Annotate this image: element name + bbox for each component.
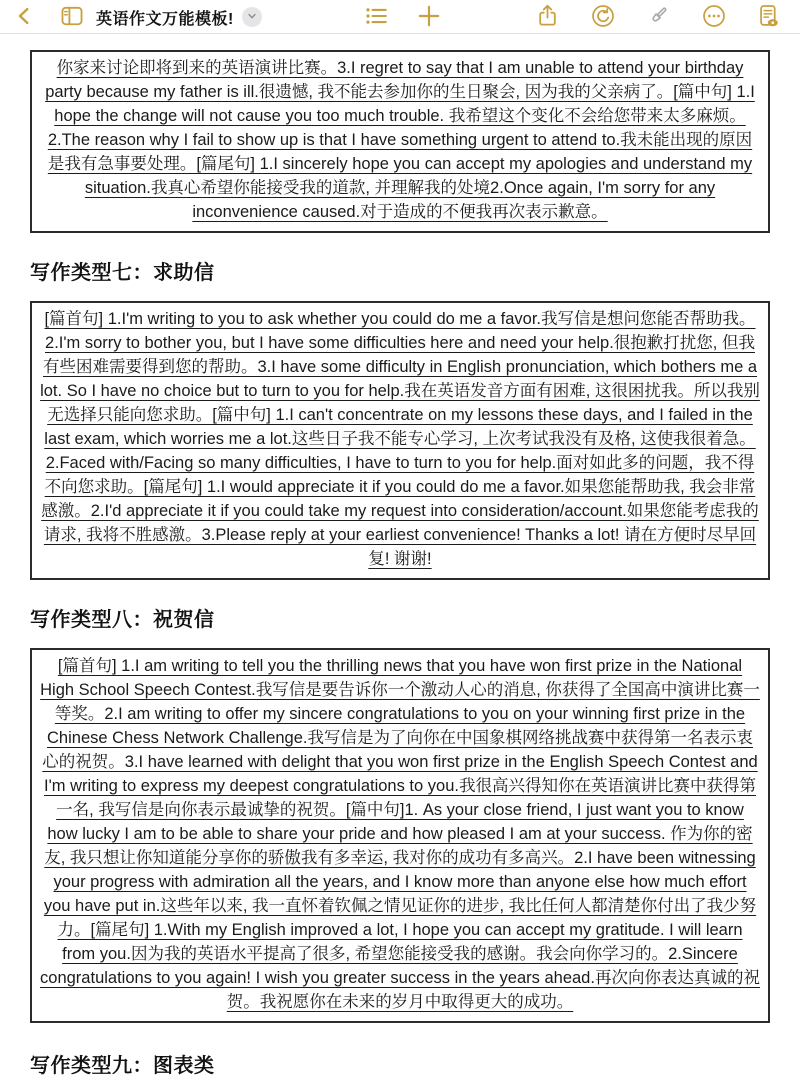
- toolbar: [0, 0, 800, 34]
- section-heading-type7[interactable]: 写作类型七：求助信: [30, 262, 215, 284]
- sidebar-pages-icon: [59, 3, 85, 32]
- undo-button[interactable]: [588, 0, 618, 34]
- document-eye-icon: [755, 3, 781, 32]
- undo-circle-icon: [590, 3, 616, 32]
- title-disclosure-button[interactable]: [242, 7, 262, 27]
- chevron-down-icon: [246, 10, 258, 25]
- more-button[interactable]: [699, 0, 729, 34]
- template-box-help-letter[interactable]: [30, 301, 770, 580]
- template-text: [篇首句] 1.I'm writing to you to ask whether you could do me a favor.我写信是想问您能否帮助我。2.I'm sorry to bother you, but I have some difficulties here and need your help.很抱歉打扰您, 但我有些困难需要得到您的帮助。3.I have some difficulty in English pronunciation, which bothers me a lot. So I have no choice but to turn to you for help.我在英语发音方面有困难, 这很困扰我。所以我别无选择只能向您求助。[篇中句] 1.I can't concentrate on my lessons these days, and I failed in the last exam, which worries me a lot.这些日子我不能专心学习, 上次考试我没有及格, 这使我很着急。2.Faced with/Facing so many difficulties, I have to turn to you for help.面对如此多的问题，我不得不向您求助。[篇尾句] 1.I would appreciate it if you could do me a favor.如果您能帮助我, 我会非常感激。2.I'd appreciate it if you could take my request into consideration/account.如果您能考虑我的请求, 我将不胜感激。3.Please reply at your earliest convenience! Thanks a lot! 请在方便时尽早回复! 谢谢!: [40, 310, 760, 568]
- reader-view-button[interactable]: [752, 0, 784, 34]
- list-view-button[interactable]: [361, 0, 391, 34]
- share-icon: [535, 3, 560, 31]
- template-box-invitation-end[interactable]: [30, 50, 770, 233]
- note-title-group: [96, 0, 262, 34]
- section-heading-type8[interactable]: 写作类型八：祝贺信: [30, 609, 215, 631]
- note-content: [0, 34, 800, 1078]
- template-text: [篇首句] 1.I am writing to tell you the thrilling news that you have won first prize in the National High School Speech Contest.我写信是要告诉你一个激动人心的消息, 你获得了全国高中演讲比赛一等奖。2.I am writing to offer my sincere congratulations to you on your winning first prize in the Chinese Chess Network Challenge.我写信是为了向你在中国象棋网络挑战赛中获得第一名表示衷心的祝贺。3.I have learned with delight that you won first prize in the English Speech Contest and I'm writing to express my deepest congratulations to you.我很高兴得知你在英语演讲比赛中获得第一名, 我写信是向你表示最诚挚的祝贺。[篇中句]1. As your close friend, I just want you to know how lucky I am to be able to share your pride and how pleased I am at your success. 作为你的密友, 我只想让你知道能分享你的骄傲我有多幸运, 我对你的成功有多高兴。2.I have been witnessing your progress with admiration all the years, and I know more than anyone else how much effort you have put in.这些年以来, 我一直怀着钦佩之情见证你的进步, 我比任何人都清楚你付出了我少努力。[篇尾句] 1.With my English improved a lot, I hope you can accept my gratitude. I will learn from you.因为我的英语水平提高了很多, 希望您能接受我的感谢。我会向你学习的。2.Sincere congratulations to you again! I wish you greater success in the years ahead.再次向你表达真诚的祝贺。我祝愿你在未来的岁月中取得更大的成功。: [40, 657, 760, 1011]
- note-title[interactable]: 英语作文万能模板!: [96, 10, 234, 28]
- plus-icon: [416, 3, 442, 32]
- chevron-left-icon: [14, 5, 36, 30]
- template-box-congratulation-letter[interactable]: [30, 648, 770, 1023]
- add-button[interactable]: [414, 0, 444, 34]
- pages-sidebar-button[interactable]: [56, 0, 88, 34]
- markup-button[interactable]: [643, 0, 673, 34]
- section-heading-type9[interactable]: 写作类型九：图表类: [30, 1055, 215, 1077]
- back-button[interactable]: [12, 0, 38, 34]
- list-bullets-icon: [363, 3, 389, 32]
- ellipsis-circle-icon: [701, 3, 727, 32]
- template-text: 你家来讨论即将到来的英语演讲比赛。3.I regret to say that I am unable to attend your birthday party because my father is ill.很遗憾, 我不能去参加你的生日聚会, 因为我的父亲病了。[篇中句] 1.I hope the change will not cause you too much trouble. 我希望这个变化不会给您带来太多麻烦。2.The reason why I fail to show up is that I have something urgent to attend to.我未能出现的原因是我有急事要处理。[篇尾句] 1.I sincerely hope you can accept my apologies and understand my situation.我真心希望你能接受我的道款, 并理解我的处境2.Once again, I'm sorry for any inconvenience caused.对于造成的不便我再次表示歉意。: [45, 59, 755, 221]
- paintbrush-icon: [646, 3, 671, 31]
- share-button[interactable]: [532, 0, 562, 34]
